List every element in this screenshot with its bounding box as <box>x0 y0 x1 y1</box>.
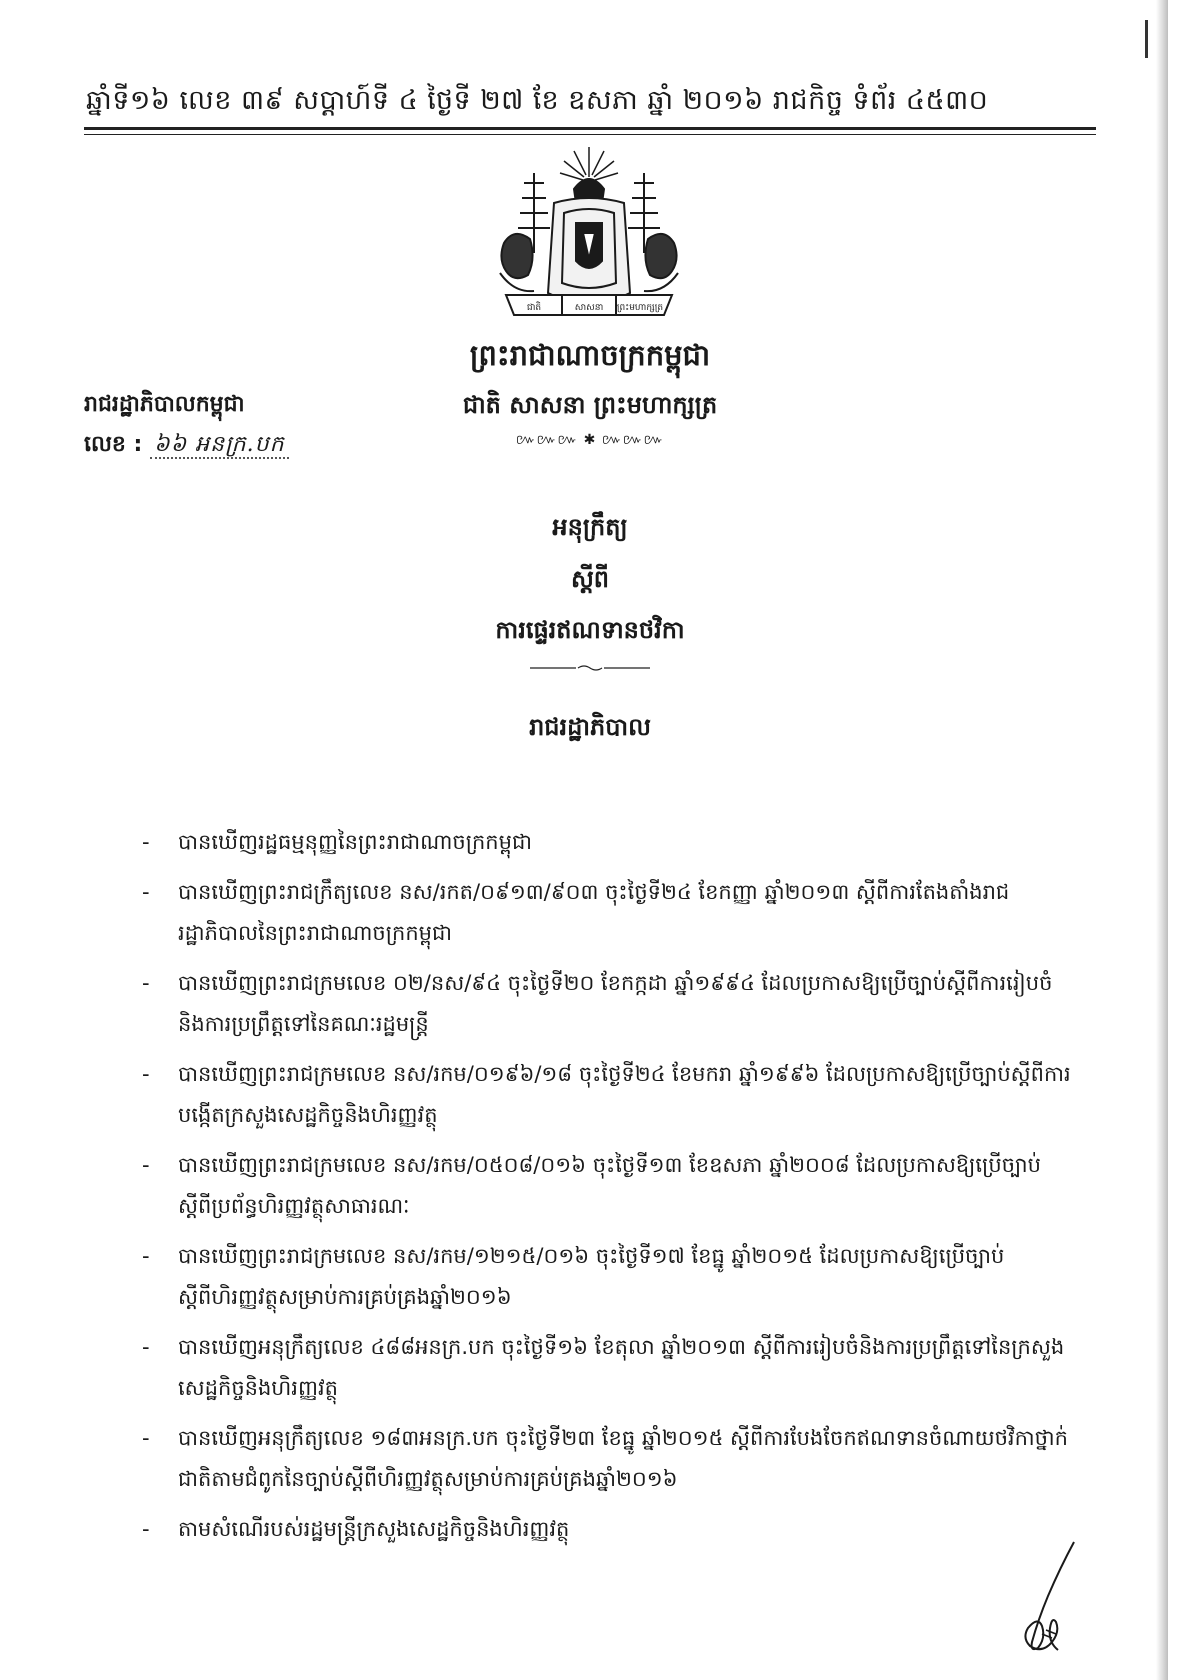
svg-text:ជាតិ: ជាតិ <box>526 303 542 313</box>
recital-dash: - <box>142 971 150 995</box>
issuer-heading: រាជរដ្ឋាភិបាល <box>529 713 651 741</box>
gazette-header: ឆ្នាំទី១៦ លេខ ៣៩ សប្ដាហ៍ទី ៤ ថ្ងៃទី ២៧ ខែ ឧសភា ឆ្នាំ ២០១៦ រាជកិច្ច ទំព័រ ៤៥៣០ <box>86 85 989 116</box>
header-double-rule <box>84 127 1096 135</box>
recital-text: បានឃើញរដ្ឋធម្មនុញ្ញនៃព្រះរាជាណាចក្រកម្ពុជា <box>178 830 532 854</box>
document-subject: ការផ្ទេរឥណទានថវិកា <box>495 616 685 644</box>
document-about: ស្ដីពី <box>570 565 610 593</box>
recital-dash: - <box>142 1153 150 1177</box>
national-motto: ជាតិ សាសនា ព្រះមហាក្សត្រ <box>462 391 718 419</box>
recital-text: បានឃើញព្រះរាជក្រមលេខ នស/រកម/០៥០៨/០១៦ ចុះថ្ងៃទី១៣ ខែឧសភា ឆ្នាំ២០០៨ ដែលប្រកាសឱ្យប្រើច្បាប់ស្ដីពីប្រព័ន្ធហិរញ្ញវត្ថុសាធារណៈ <box>178 1153 1041 1218</box>
recital-item <box>142 872 1072 954</box>
document-type: អនុក្រឹត្យ <box>552 513 628 541</box>
recital-dash: - <box>142 880 150 904</box>
recital-dash: - <box>142 1244 150 1268</box>
recital-item <box>142 1054 1072 1136</box>
recital-item <box>142 1509 1072 1550</box>
kingdom-title: ព្រះរាជាណាចក្រកម្ពុជា <box>469 338 711 372</box>
recital-dash: - <box>142 830 150 854</box>
recital-item <box>142 1327 1072 1409</box>
reference-label: លេខ : <box>84 432 143 457</box>
recital-text: បានឃើញព្រះរាជក្រមលេខ នស/រកម/០១៩៦/១៨ ចុះថ្ងៃទី២៤ ខែមករា ឆ្នាំ១៩៩៦ ដែលប្រកាសឱ្យប្រើច្បាប់ស្ដីពីការបង្កើតក្រសួងសេដ្ឋកិច្ចនិងហិរញ្ញវត្ថុ <box>178 1062 1071 1127</box>
royal-arms-emblem-icon <box>484 143 694 331</box>
scan-edge-mark <box>1145 20 1148 58</box>
section-divider <box>530 664 650 672</box>
reference-number-handwritten: ៦៦ អនក្រ.បក <box>150 432 289 459</box>
recital-dash: - <box>142 1426 150 1450</box>
scan-page-edge <box>1156 0 1168 1680</box>
recital-dash: - <box>142 1517 150 1541</box>
recital-text: បានឃើញព្រះរាជក្រមលេខ នស/រកម/១២១៥/០១៦ ចុះថ្ងៃទី១៧ ខែធ្នូ ឆ្នាំ២០១៥ ដែលប្រកាសឱ្យប្រើច្បាប់ស្ដីពីហិរញ្ញវត្ថុសម្រាប់ការគ្រប់គ្រងឆ្នាំ២០១៦ <box>178 1244 1005 1309</box>
recital-text: បានឃើញអនុក្រឹត្យលេខ ១៨៣អនក្រ.បក ចុះថ្ងៃទី២៣ ខែធ្នូ ឆ្នាំ២០១៥ ស្ដីពីការបែងចែកឥណទានចំណាយថវិកាថ្នាក់ជាតិតាមជំពូកនៃច្បាប់ស្ដីពីហិរញ្ញវត្ថុសម្រាប់ការគ្រប់គ្រងឆ្នាំ២០១៦ <box>178 1426 1068 1491</box>
recital-item <box>142 1236 1072 1318</box>
recital-text: តាមសំណើរបស់រដ្ឋមន្ត្រីក្រសួងសេដ្ឋកិច្ចនិងហិរញ្ញវត្ថុ <box>178 1517 570 1541</box>
handwritten-signature-icon <box>1012 1538 1092 1658</box>
recital-text: បានឃើញអនុក្រឹត្យលេខ ៤៨៨អនក្រ.បក ចុះថ្ងៃទី១៦ ខែតុលា ឆ្នាំ២០១៣ ស្ដីពីការរៀបចំនិងការប្រព្រឹត្តទៅនៃក្រសួងសេដ្ឋកិច្ចនិងហិរញ្ញវត្ថុ <box>178 1335 1065 1400</box>
document-reference <box>84 430 289 462</box>
recital-text: បានឃើញព្រះរាជក្រមលេខ ០២/នស/៩៤ ចុះថ្ងៃទី២០ ខែកក្កដា ឆ្នាំ១៩៩៤ ដែលប្រកាសឱ្យប្រើច្បាប់ស្ដីពីការរៀបចំនិងការប្រព្រឹត្តទៅនៃគណៈរដ្ឋមន្ត្រី <box>178 971 1053 1036</box>
recital-dash: - <box>142 1062 150 1086</box>
issuing-body-name: រាជរដ្ឋាភិបាលកម្ពុជា <box>84 392 245 417</box>
recital-item <box>142 822 1072 863</box>
recital-text: បានឃើញព្រះរាជក្រឹត្យលេខ នស/រកត/០៩១៣/៩០៣ ចុះថ្ងៃទី២៤ ខែកញ្ញា ឆ្នាំ២០១៣ ស្ដីពីការតែងតាំងរាជរដ្ឋាភិបាលនៃព្រះរាជាណាចក្រកម្ពុជា <box>178 880 1010 945</box>
svg-text:សាសនា: សាសនា <box>574 303 604 313</box>
recitals-list <box>142 822 1072 1559</box>
svg-text:ព្រះមហាក្សត្រ: ព្រះមហាក្សត្រ <box>616 303 664 313</box>
recital-item <box>142 963 1072 1045</box>
recital-dash: - <box>142 1335 150 1359</box>
recital-item <box>142 1145 1072 1227</box>
recital-item <box>142 1418 1072 1500</box>
title-ornament: ៚៚៚ ✱ ៚៚៚ <box>515 432 665 448</box>
